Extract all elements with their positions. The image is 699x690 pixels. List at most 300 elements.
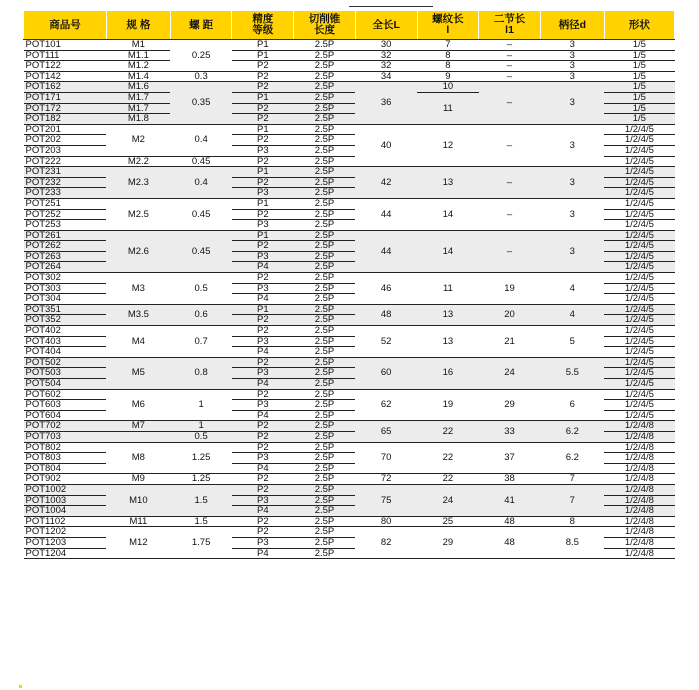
table-cell: 2.5P xyxy=(294,61,356,72)
table-cell: 2.5P xyxy=(294,347,356,358)
corner-mark xyxy=(19,685,22,688)
table-cell: M2.2 xyxy=(106,156,170,167)
table-cell: 2.5P xyxy=(294,315,356,326)
table-cell: P4 xyxy=(232,379,294,390)
table-cell: 1/2/4/5 xyxy=(604,135,674,146)
tap-spec-table xyxy=(23,10,675,559)
table-cell: 29 xyxy=(479,389,541,421)
table-cell: 1/2/4/5 xyxy=(604,410,674,421)
table-cell: M1.7 xyxy=(106,92,170,103)
table-cell: 44 xyxy=(355,198,417,230)
table-cell: 1/2/4/5 xyxy=(604,230,674,241)
table-cell: 1/5 xyxy=(604,103,674,114)
table-cell: 2.5P xyxy=(294,145,356,156)
table-cell: 3 xyxy=(540,71,604,82)
table-cell: – xyxy=(479,82,541,124)
table-row xyxy=(24,304,675,315)
table-cell: 1/2/4/5 xyxy=(604,241,674,252)
table-cell: 1/2/4/5 xyxy=(604,145,674,156)
table-cell: POT252 xyxy=(24,209,107,220)
table-cell: P4 xyxy=(232,410,294,421)
table-cell: 13 xyxy=(417,167,479,199)
table-cell: 0.8 xyxy=(170,357,232,389)
table-cell: 16 xyxy=(417,357,479,389)
table-cell: 48 xyxy=(479,527,541,559)
table-cell: P2 xyxy=(232,114,294,125)
table-cell: P2 xyxy=(232,209,294,220)
table-cell: POT302 xyxy=(24,273,107,284)
table-cell: POT1204 xyxy=(24,548,107,559)
table-cell: 2.5P xyxy=(294,50,356,61)
table-row xyxy=(24,326,675,337)
table-cell: 12 xyxy=(417,124,479,166)
table-cell: M7 xyxy=(106,421,170,432)
table-cell: P2 xyxy=(232,135,294,146)
table-cell: 82 xyxy=(355,527,417,559)
table-cell: P3 xyxy=(232,145,294,156)
table-cell: 42 xyxy=(355,167,417,199)
table-cell: M1 xyxy=(106,40,170,51)
table-cell: 2.5P xyxy=(294,220,356,231)
table-cell: M2.5 xyxy=(106,198,170,230)
table-cell: 2.5P xyxy=(294,379,356,390)
table-row xyxy=(24,50,675,61)
table-cell: 60 xyxy=(355,357,417,389)
table-cell: POT352 xyxy=(24,315,107,326)
table-cell: POT251 xyxy=(24,198,107,209)
table-cell: POT111 xyxy=(24,50,107,61)
table-cell: 1/2/4/8 xyxy=(604,484,674,495)
table-cell: 8 xyxy=(540,516,604,527)
table-cell: P2 xyxy=(232,71,294,82)
table-cell: 1/2/4/8 xyxy=(604,495,674,506)
table-cell: 9 xyxy=(417,71,479,82)
table-cell: 1/2/4/5 xyxy=(604,273,674,284)
table-cell: POT202 xyxy=(24,135,107,146)
table-cell: POT1202 xyxy=(24,527,107,538)
table-cell: POT403 xyxy=(24,336,107,347)
table-row xyxy=(24,527,675,538)
table-cell: P4 xyxy=(232,548,294,559)
table-cell: 1/2/4/5 xyxy=(604,177,674,188)
table-row xyxy=(24,40,675,51)
table-cell: 2.5P xyxy=(294,177,356,188)
table-cell: 2.5P xyxy=(294,135,356,146)
table-cell: POT804 xyxy=(24,463,107,474)
table-cell: 3 xyxy=(540,198,604,230)
table-cell: 33 xyxy=(479,421,541,442)
table-cell: P2 xyxy=(232,442,294,453)
table-cell: 22 xyxy=(417,442,479,474)
table-cell: 36 xyxy=(355,82,417,124)
table-cell xyxy=(106,431,170,442)
table-cell: 0.6 xyxy=(170,304,232,325)
table-cell: 3 xyxy=(540,40,604,51)
table-cell: 5 xyxy=(540,326,604,358)
table-cell: 1/2/4/5 xyxy=(604,400,674,411)
table-cell: P4 xyxy=(232,347,294,358)
table-cell: 7 xyxy=(417,40,479,51)
table-cell: P3 xyxy=(232,368,294,379)
table-cell: 22 xyxy=(417,421,479,442)
table-cell: 2.5P xyxy=(294,273,356,284)
table-cell: P4 xyxy=(232,506,294,517)
table-cell: 2.5P xyxy=(294,357,356,368)
table-cell: 1/5 xyxy=(604,50,674,61)
table-cell: M3.5 xyxy=(106,304,170,325)
table-cell: P3 xyxy=(232,283,294,294)
table-cell: 1/2/4/8 xyxy=(604,516,674,527)
table-cell: P2 xyxy=(232,241,294,252)
table-cell: P2 xyxy=(232,315,294,326)
table-cell: 2.5P xyxy=(294,368,356,379)
table-cell: 2.5P xyxy=(294,188,356,199)
table-cell: P4 xyxy=(232,463,294,474)
table-cell: 2.5P xyxy=(294,114,356,125)
table-cell: 19 xyxy=(479,273,541,305)
table-cell: 1.5 xyxy=(170,516,232,527)
table-cell: P2 xyxy=(232,516,294,527)
table-cell: – xyxy=(479,50,541,61)
table-cell: P2 xyxy=(232,474,294,485)
table-cell: POT803 xyxy=(24,453,107,464)
table-cell: P1 xyxy=(232,167,294,178)
table-cell: – xyxy=(479,71,541,82)
table-cell: 1 xyxy=(170,421,232,432)
header-cell: 切削锥 长度 xyxy=(294,11,356,40)
table-cell: POT1002 xyxy=(24,484,107,495)
table-cell: POT404 xyxy=(24,347,107,358)
table-cell: P1 xyxy=(232,198,294,209)
table-cell: P2 xyxy=(232,177,294,188)
table-cell: 1/2/4/5 xyxy=(604,379,674,390)
table-cell: P1 xyxy=(232,230,294,241)
table-row xyxy=(24,82,675,93)
table-row xyxy=(24,167,675,178)
table-cell: P3 xyxy=(232,336,294,347)
table-cell: 2.5P xyxy=(294,241,356,252)
table-cell: 2.5P xyxy=(294,103,356,114)
table-cell: POT261 xyxy=(24,230,107,241)
table-cell: 1/2/4/5 xyxy=(604,124,674,135)
table-cell: M9 xyxy=(106,474,170,485)
table-cell: 1/5 xyxy=(604,92,674,103)
table-cell: P1 xyxy=(232,124,294,135)
header-cell: 二节长 l1 xyxy=(479,11,541,40)
table-cell: 2.5P xyxy=(294,537,356,548)
table-row xyxy=(24,484,675,495)
table-row xyxy=(24,61,675,72)
table-cell: 1/2/4/5 xyxy=(604,220,674,231)
table-cell: P2 xyxy=(232,61,294,72)
table-cell: 1/2/4/5 xyxy=(604,283,674,294)
table-cell: POT233 xyxy=(24,188,107,199)
table-cell: – xyxy=(479,230,541,272)
table-cell: 1/2/4/8 xyxy=(604,453,674,464)
table-cell: P2 xyxy=(232,82,294,93)
table-cell: 38 xyxy=(479,474,541,485)
table-cell: POT222 xyxy=(24,156,107,167)
header-cell: 精度 等级 xyxy=(232,11,294,40)
table-cell: 1/2/4/5 xyxy=(604,304,674,315)
table-cell: 1/2/4/5 xyxy=(604,336,674,347)
table-cell: 6.2 xyxy=(540,421,604,442)
table-cell: 2.5P xyxy=(294,156,356,167)
table-cell: 0.5 xyxy=(170,431,232,442)
table-cell: POT602 xyxy=(24,389,107,400)
table-cell: POT171 xyxy=(24,92,107,103)
table-cell: 1/2/4/8 xyxy=(604,548,674,559)
table-cell: 1.25 xyxy=(170,442,232,474)
table-cell: P2 xyxy=(232,103,294,114)
table-cell: 1/2/4/5 xyxy=(604,347,674,358)
table-cell: 1/2/4/8 xyxy=(604,474,674,485)
table-cell: M8 xyxy=(106,442,170,474)
table-cell: P3 xyxy=(232,537,294,548)
table-cell: 2.5P xyxy=(294,209,356,220)
table-cell: P2 xyxy=(232,431,294,442)
table-cell: M4 xyxy=(106,326,170,358)
table-cell: 29 xyxy=(417,527,479,559)
table-cell: POT262 xyxy=(24,241,107,252)
table-cell: POT263 xyxy=(24,251,107,262)
table-cell: 21 xyxy=(479,326,541,358)
table-cell: 2.5P xyxy=(294,230,356,241)
table-cell: 48 xyxy=(355,304,417,325)
table-cell: 1/2/4/5 xyxy=(604,262,674,273)
table-row xyxy=(24,474,675,485)
table-cell: 1/5 xyxy=(604,61,674,72)
table-cell: M3 xyxy=(106,273,170,305)
table-cell: 1/2/4/5 xyxy=(604,389,674,400)
table-cell: 8.5 xyxy=(540,527,604,559)
table-cell: 3 xyxy=(540,167,604,199)
table-cell: POT1003 xyxy=(24,495,107,506)
table-cell: M1.8 xyxy=(106,114,170,125)
table-cell: 6 xyxy=(540,389,604,421)
table-cell: – xyxy=(479,61,541,72)
table-cell: 1.75 xyxy=(170,527,232,559)
table-cell: 0.5 xyxy=(170,273,232,305)
table-cell: 2.5P xyxy=(294,304,356,315)
header-cell: 全长L xyxy=(355,11,417,40)
table-cell: POT101 xyxy=(24,40,107,51)
table-cell: P2 xyxy=(232,527,294,538)
table-cell: 0.4 xyxy=(170,124,232,156)
table-cell: POT203 xyxy=(24,145,107,156)
table-cell: 2.5P xyxy=(294,506,356,517)
table-cell: 1.5 xyxy=(170,484,232,516)
table-cell: 30 xyxy=(355,40,417,51)
table-cell: POT253 xyxy=(24,220,107,231)
table-cell: 1/2/4/8 xyxy=(604,463,674,474)
table-cell: 1/2/4/5 xyxy=(604,156,674,167)
table-cell: POT231 xyxy=(24,167,107,178)
table-cell: 1/2/4/5 xyxy=(604,188,674,199)
table-cell: M5 xyxy=(106,357,170,389)
table-cell: 24 xyxy=(417,484,479,516)
table-cell: 7 xyxy=(540,484,604,516)
table-body xyxy=(24,40,675,559)
table-cell: 2.5P xyxy=(294,421,356,432)
table-cell: POT182 xyxy=(24,114,107,125)
table-cell: 1/2/4/8 xyxy=(604,421,674,432)
table-cell: 0.35 xyxy=(170,82,232,124)
table-cell: POT172 xyxy=(24,103,107,114)
table-cell: 1/2/4/5 xyxy=(604,326,674,337)
table-cell: M1.6 xyxy=(106,82,170,93)
table-cell: 8 xyxy=(417,61,479,72)
table-cell: 1.25 xyxy=(170,474,232,485)
table-cell: M1.2 xyxy=(106,61,170,72)
table-cell: 2.5P xyxy=(294,167,356,178)
table-row xyxy=(24,421,675,432)
table-cell: 46 xyxy=(355,273,417,305)
table-row xyxy=(24,71,675,82)
table-cell: M1.4 xyxy=(106,71,170,82)
table-cell: 3 xyxy=(540,230,604,272)
table-cell: M6 xyxy=(106,389,170,421)
table-cell: M2.6 xyxy=(106,230,170,272)
table-cell: P1 xyxy=(232,40,294,51)
table-cell: POT122 xyxy=(24,61,107,72)
table-cell: 2.5P xyxy=(294,71,356,82)
table-cell: 1/2/4/5 xyxy=(604,294,674,305)
table-cell: 37 xyxy=(479,442,541,474)
table-cell: POT902 xyxy=(24,474,107,485)
table-cell: POT502 xyxy=(24,357,107,368)
table-cell: M11 xyxy=(106,516,170,527)
table-cell: 62 xyxy=(355,389,417,421)
table-row xyxy=(24,124,675,135)
table-row xyxy=(24,389,675,400)
table-cell: 2.5P xyxy=(294,410,356,421)
table-cell: 72 xyxy=(355,474,417,485)
header-cell: 形状 xyxy=(604,11,674,40)
table-cell: 2.5P xyxy=(294,294,356,305)
table-cell: 3 xyxy=(540,50,604,61)
table-cell: 0.45 xyxy=(170,198,232,230)
table-row xyxy=(24,230,675,241)
table-cell: P1 xyxy=(232,50,294,61)
table-cell: 1/2/4/8 xyxy=(604,442,674,453)
table-cell: 1/5 xyxy=(604,71,674,82)
table-cell: 5.5 xyxy=(540,357,604,389)
table-cell: 32 xyxy=(355,61,417,72)
table-cell: POT402 xyxy=(24,326,107,337)
table-cell: 2.5P xyxy=(294,495,356,506)
table-cell: 2.5P xyxy=(294,431,356,442)
table-cell: P4 xyxy=(232,294,294,305)
table-cell: 24 xyxy=(479,357,541,389)
table-cell: POT303 xyxy=(24,283,107,294)
table-row xyxy=(24,198,675,209)
table-cell: 14 xyxy=(417,198,479,230)
table-cell: 0.3 xyxy=(170,71,232,82)
table-cell: M10 xyxy=(106,484,170,516)
table-cell: 14 xyxy=(417,230,479,272)
table-cell: 2.5P xyxy=(294,251,356,262)
table-cell: P2 xyxy=(232,421,294,432)
table-cell: 1/5 xyxy=(604,82,674,93)
table-cell: POT232 xyxy=(24,177,107,188)
table-cell: POT504 xyxy=(24,379,107,390)
table-cell: 2.5P xyxy=(294,124,356,135)
table-cell: 1/2/4/5 xyxy=(604,315,674,326)
table-cell: – xyxy=(479,198,541,230)
table-cell: 2.5P xyxy=(294,548,356,559)
table-cell: 11 xyxy=(417,92,479,124)
header-cell: 螺 距 xyxy=(170,11,232,40)
table-cell: 3 xyxy=(540,61,604,72)
table-cell: 1 xyxy=(170,389,232,421)
table-cell: P3 xyxy=(232,495,294,506)
header-cell: 螺纹长 l xyxy=(417,11,479,40)
table-cell: – xyxy=(479,167,541,199)
table-cell: POT1004 xyxy=(24,506,107,517)
table-cell: 44 xyxy=(355,230,417,272)
table-cell: P2 xyxy=(232,326,294,337)
table-row xyxy=(24,442,675,453)
table-cell: 2.5P xyxy=(294,453,356,464)
table-cell: – xyxy=(479,40,541,51)
table-cell: 2.5P xyxy=(294,484,356,495)
table-cell: 0.4 xyxy=(170,167,232,199)
table-cell: P2 xyxy=(232,273,294,284)
table-cell: P3 xyxy=(232,220,294,231)
table-cell: 19 xyxy=(417,389,479,421)
table-cell: POT703 xyxy=(24,431,107,442)
table-cell: P2 xyxy=(232,156,294,167)
table-cell: 25 xyxy=(417,516,479,527)
table-cell: 4 xyxy=(540,273,604,305)
table-cell: 13 xyxy=(417,326,479,358)
table-cell: 1/2/4/5 xyxy=(604,167,674,178)
table-cell: 2.5P xyxy=(294,389,356,400)
table-cell: 0.45 xyxy=(170,156,232,167)
table-cell: 80 xyxy=(355,516,417,527)
table-cell: 1/2/4/5 xyxy=(604,209,674,220)
table-cell: 1/5 xyxy=(604,114,674,125)
table-cell: 2.5P xyxy=(294,82,356,93)
table-cell: 0.25 xyxy=(170,40,232,72)
table-cell: 8 xyxy=(417,50,479,61)
table-cell: 2.5P xyxy=(294,527,356,538)
table-cell: P3 xyxy=(232,400,294,411)
table-cell: 13 xyxy=(417,304,479,325)
table-cell: P3 xyxy=(232,251,294,262)
table-cell: POT604 xyxy=(24,410,107,421)
table-cell: POT603 xyxy=(24,400,107,411)
table-cell: 1/2/4/8 xyxy=(604,431,674,442)
table-cell: 6.2 xyxy=(540,442,604,474)
table-cell: M12 xyxy=(106,527,170,559)
table-cell: POT142 xyxy=(24,71,107,82)
table-cell: 75 xyxy=(355,484,417,516)
table-cell: POT702 xyxy=(24,421,107,432)
table-cell: 0.45 xyxy=(170,230,232,272)
table-cell: POT1102 xyxy=(24,516,107,527)
table-cell: 4 xyxy=(540,304,604,325)
table-cell: P3 xyxy=(232,453,294,464)
table-row xyxy=(24,516,675,527)
table-cell: 7 xyxy=(540,474,604,485)
table-row xyxy=(24,273,675,284)
table-cell: POT264 xyxy=(24,262,107,273)
table-cell: P1 xyxy=(232,92,294,103)
table-cell: POT802 xyxy=(24,442,107,453)
table-header-row xyxy=(24,11,675,40)
